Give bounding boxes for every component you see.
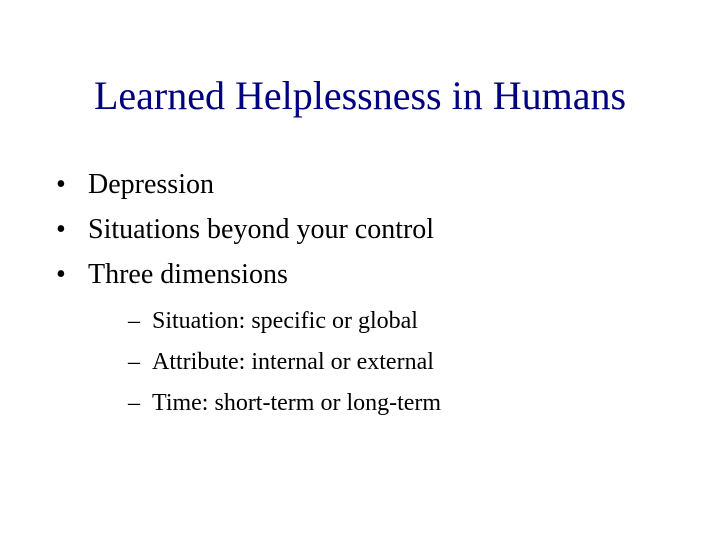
bullet-item-three-dimensions [56, 252, 441, 424]
bullet-list [56, 162, 441, 424]
subbullet-item-time [88, 383, 441, 424]
subbullet-text: Situation: specific or global [152, 308, 418, 334]
subbullet-marker: – [128, 308, 140, 334]
bullet-marker: • [56, 214, 66, 245]
bullet-text: Three dimensions [88, 259, 288, 290]
bullet-marker: • [56, 259, 66, 290]
slide-title: Learned Helplessness in Humans [93, 73, 627, 118]
subbullet-marker: – [128, 390, 140, 416]
bullet-text: Depression [88, 169, 214, 200]
subbullet-item-attribute [88, 342, 441, 383]
bullet-item-depression [56, 162, 441, 207]
subbullet-item-situation [88, 301, 441, 342]
subbullet-text: Attribute: internal or external [152, 349, 434, 375]
subbullet-marker: – [128, 349, 140, 375]
subbullet-text: Time: short-term or long-term [152, 390, 442, 416]
bullet-text: Situations beyond your control [88, 214, 435, 245]
bullet-marker: • [56, 169, 66, 200]
bullet-item-situations [56, 207, 441, 252]
subbullet-list [88, 301, 441, 424]
